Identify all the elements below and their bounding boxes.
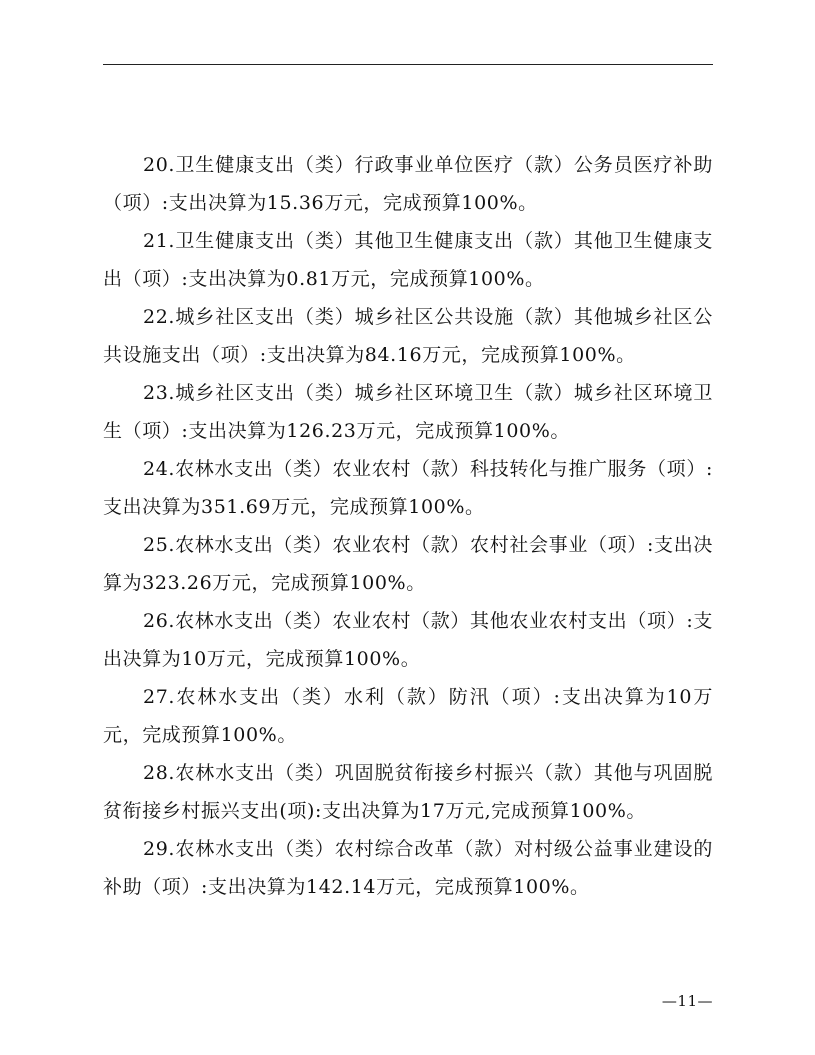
header-rule xyxy=(103,64,713,65)
paragraph-29: 29.农林水支出（类）农村综合改革（款）对村级公益事业建设的补助（项）:支出决算为142.14万元，完成预算100%。 xyxy=(103,838,713,898)
document-body xyxy=(103,146,713,906)
paragraph-24: 24.农林水支出（类）农业农村（款）科技转化与推广服务（项）:支出决算为351.69万元，完成预算100%。 xyxy=(103,458,713,518)
paragraph-25: 25.农林水支出（类）农业农村（款）农村社会事业（项）:支出决算为323.26万元，完成预算100%。 xyxy=(103,534,713,594)
paragraph-28: 28.农林水支出（类）巩固脱贫衔接乡村振兴（款）其他与巩固脱贫衔接乡村振兴支出(项):支出决算为17万元,完成预算100%。 xyxy=(103,762,713,822)
paragraph-22: 22.城乡社区支出（类）城乡社区公共设施（款）其他城乡社区公共设施支出（项）:支出决算为84.16万元，完成预算100%。 xyxy=(103,306,713,366)
paragraph-23: 23.城乡社区支出（类）城乡社区环境卫生（款）城乡社区环境卫生（项）:支出决算为126.23万元，完成预算100%。 xyxy=(103,382,713,442)
paragraph-27: 27.农林水支出（类）水利（款）防汛（项）:支出决算为10万元，完成预算100%。 xyxy=(103,686,713,746)
paragraph-26: 26.农林水支出（类）农业农村（款）其他农业农村支出（项）:支出决算为10万元，完成预算100%。 xyxy=(103,610,713,670)
paragraph-21: 21.卫生健康支出（类）其他卫生健康支出（款）其他卫生健康支出（项）:支出决算为0.81万元，完成预算100%。 xyxy=(103,230,713,290)
paragraph-20: 20.卫生健康支出（类）行政事业单位医疗（款）公务员医疗补助（项）:支出决算为15.36万元，完成预算100%。 xyxy=(103,154,713,214)
page-number: —11— xyxy=(661,992,713,1010)
